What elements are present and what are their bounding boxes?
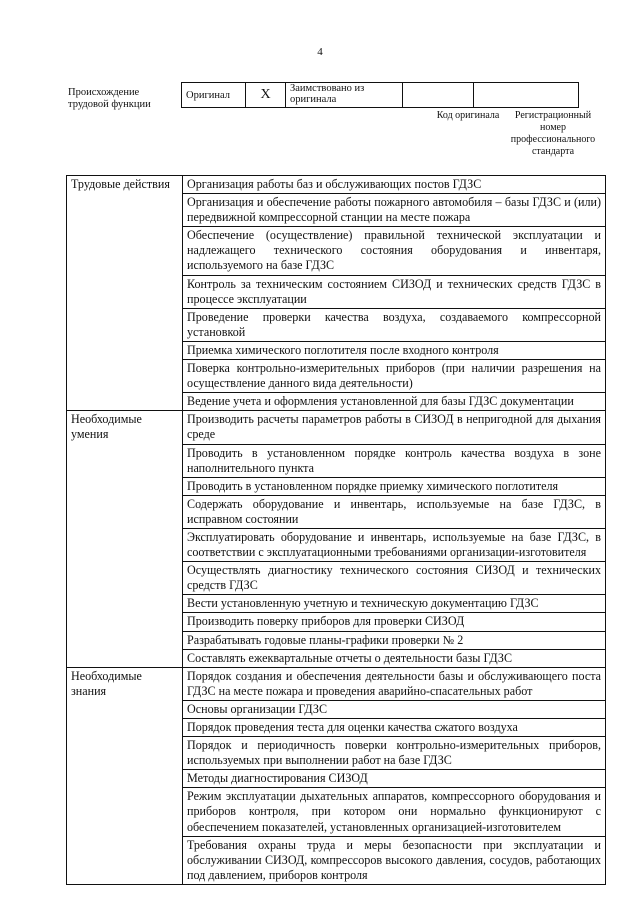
required-skills-item: Разрабатывать годовые планы-графики проверки № 2 xyxy=(183,631,606,649)
required-skills-item: Производить расчеты параметров работы в СИЗОД в непригодной для дыхания среде xyxy=(183,411,606,444)
required-skills-item: Производить поверку приборов для проверки СИЗОД xyxy=(183,613,606,631)
labor-actions-item: Проведение проверки качества воздуха, создаваемого компрессорной установкой xyxy=(183,308,606,341)
table-row xyxy=(67,176,606,194)
labor-actions-label: Трудовые действия xyxy=(67,176,183,411)
labor-actions-item: Приемка химического поглотителя после входного контроля xyxy=(183,341,606,359)
required-knowledge-label: Необходимые знания xyxy=(67,667,183,884)
required-skills-item: Эксплуатировать оборудование и инвентарь, используемые на базе ГДЗС, в соответствии с эксплуатационными требованиями организации-изготовителя xyxy=(183,528,606,561)
origin-label: Происхождение трудовой функции xyxy=(68,87,151,110)
required-knowledge-item: Порядок и периодичность поверки контрольно-измерительных приборов, используемых при выполнении работ на базе ГДЗС xyxy=(183,737,606,770)
page-number: 4 xyxy=(317,46,323,58)
labor-function-table xyxy=(66,175,606,885)
table-row xyxy=(67,411,606,444)
table-row xyxy=(67,667,606,700)
required-skills-item: Проводить в установленном порядке контроль качества воздуха в зоне наполнительного пункта xyxy=(183,444,606,477)
reg-number-label: Регистрационный номер профессионального стандарта xyxy=(510,110,596,157)
required-knowledge-item: Режим эксплуатации дыхательных аппаратов, компрессорного оборудования и приборов контроля, при котором они нормально функционируют с обеспечением показателей, установленных организацией-изготовителем xyxy=(183,788,606,836)
required-knowledge-item: Основы организации ГДЗС xyxy=(183,700,606,718)
original-mark: X xyxy=(246,83,286,108)
required-knowledge-item: Методы диагностирования СИЗОД xyxy=(183,770,606,788)
required-skills-label: Необходимые умения xyxy=(67,411,183,667)
code-original-cell xyxy=(403,83,474,108)
labor-actions-item: Контроль за техническим состоянием СИЗОД и технических средств ГДЗС в процессе эксплуатации xyxy=(183,275,606,308)
code-original-label: Код оригинала xyxy=(436,110,500,121)
required-skills-item: Составлять ежеквартальные отчеты о деятельности базы ГДЗС xyxy=(183,649,606,667)
required-skills-item: Содержать оборудование и инвентарь, используемые на базе ГДЗС, в исправном состоянии xyxy=(183,495,606,528)
required-knowledge-item: Требования охраны труда и меры безопасности при эксплуатации и обслуживании СИЗОД, компрессоров высокого давления, сосудов, работающих под давлением, приборов контроля xyxy=(183,836,606,884)
reg-number-cell xyxy=(474,83,579,108)
borrowed-cell: Заимствовано из оригинала xyxy=(286,83,403,108)
original-cell: Оригинал xyxy=(182,83,246,108)
required-skills-item: Осуществлять диагностику технического состояния СИЗОД и технических средств ГДЗС xyxy=(183,562,606,595)
labor-actions-item: Ведение учета и оформления установленной для базы ГДЗС документации xyxy=(183,393,606,411)
required-knowledge-item: Порядок проведения теста для оценки качества сжатого воздуха xyxy=(183,719,606,737)
required-knowledge-item: Порядок создания и обеспечения деятельности базы и обслуживающего поста ГДЗС на месте пожара и проведения аварийно-спасательных работ xyxy=(183,667,606,700)
required-skills-item: Проводить в установленном порядке приемку химического поглотителя xyxy=(183,477,606,495)
labor-actions-item: Организация и обеспечение работы пожарного автомобиля – базы ГДЗС и (или) передвижной компрессорной станции на месте пожара xyxy=(183,194,606,227)
labor-actions-item: Поверка контрольно-измерительных приборов (при наличии разрешения на осуществление данного вида деятельности) xyxy=(183,360,606,393)
required-skills-item: Вести установленную учетную и техническую документацию ГДЗС xyxy=(183,595,606,613)
labor-actions-item: Обеспечение (осуществление) правильной технической эксплуатации и надлежащего технического состояния оборудования и инвентаря, используемого на базе ГДЗС xyxy=(183,227,606,275)
labor-actions-item: Организация работы баз и обслуживающих постов ГДЗС xyxy=(183,176,606,194)
origin-table xyxy=(181,82,579,108)
